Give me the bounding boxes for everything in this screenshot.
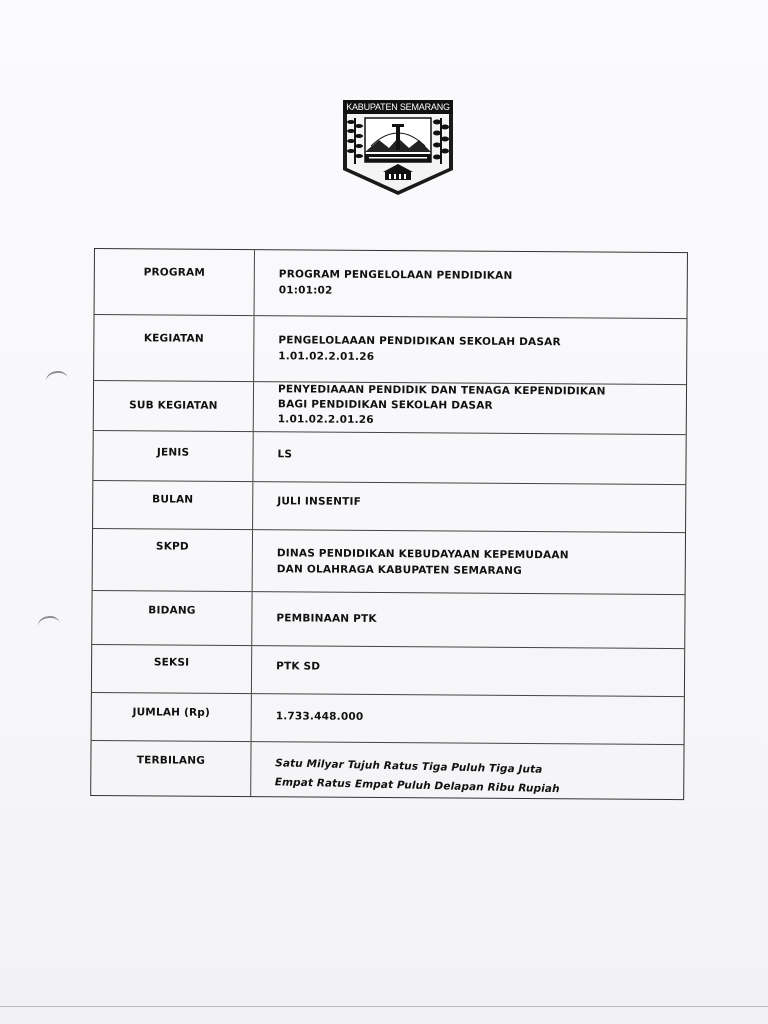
table-row-skpd bbox=[93, 529, 685, 595]
value-line: Empat Ratus Empat Puluh Delapan Ribu Rupiah bbox=[274, 776, 560, 796]
value-line: 1.01.02.2.01.26 bbox=[278, 350, 375, 363]
budget-info-table bbox=[90, 248, 688, 800]
row-value-kegiatan bbox=[278, 332, 561, 366]
coat-of-arms-icon bbox=[341, 100, 455, 196]
row-value-bulan bbox=[277, 493, 361, 510]
table-row-kegiatan bbox=[94, 315, 686, 385]
label-cell bbox=[93, 529, 253, 591]
label-cell bbox=[93, 481, 253, 529]
table-row-jumlah bbox=[92, 693, 684, 745]
row-label-jenis: JENIS bbox=[156, 446, 190, 459]
table-row-seksi bbox=[92, 645, 684, 697]
value-line: PEMBINAAN PTK bbox=[276, 612, 377, 625]
value-line: 1.01.02.2.01.26 bbox=[277, 413, 374, 426]
table-row-terbilang bbox=[91, 741, 683, 799]
value-line: DAN OLAHRAGA KABUPATEN SEMARANG bbox=[276, 563, 522, 577]
table-row-jenis bbox=[93, 431, 685, 485]
row-label-terbilang: TERBILANG bbox=[136, 754, 206, 767]
row-label-jumlah: JUMLAH (Rp) bbox=[132, 706, 211, 719]
value-line: PENYEDIAAAN PENDIDIK DAN TENAGA KEPENDIDIKAN bbox=[277, 383, 606, 398]
row-label-kegiatan: KEGIATAN bbox=[143, 332, 204, 345]
label-cell bbox=[91, 741, 251, 796]
value-line: PROGRAM PENGELOLAAN PENDIDIKAN bbox=[278, 268, 513, 282]
row-value-skpd bbox=[277, 545, 569, 579]
row-label-seksi: SEKSI bbox=[153, 656, 190, 669]
value-line: PTK SD bbox=[276, 660, 321, 673]
value-line: 01:01:02 bbox=[278, 284, 333, 297]
row-value-terbilang bbox=[275, 754, 561, 799]
table-row-bidang bbox=[92, 591, 684, 649]
value-line: DINAS PENDIDIKAN KEBUDAYAAN KEPEMUDAAN bbox=[276, 547, 569, 562]
row-value-jumlah bbox=[276, 708, 364, 725]
punch-hole-mark bbox=[45, 370, 69, 391]
row-value-sub-kegiatan bbox=[278, 382, 606, 429]
value-line: LS bbox=[277, 448, 293, 461]
label-cell bbox=[92, 645, 252, 693]
row-value-jenis bbox=[278, 446, 293, 462]
emblem-title: KABUPATEN SEMARANG bbox=[346, 102, 450, 112]
value-line: PENGELOLAAAN PENDIDIKAN SEKOLAH DASAR bbox=[278, 334, 561, 349]
row-label-program: PROGRAM bbox=[143, 266, 206, 279]
regency-emblem bbox=[341, 100, 455, 196]
table-row-bulan bbox=[93, 481, 685, 533]
label-cell bbox=[94, 315, 254, 381]
label-cell bbox=[92, 693, 252, 741]
row-value-program bbox=[279, 266, 513, 300]
value-line: BAGI PENDIDIKAN SEKOLAH DASAR bbox=[277, 398, 493, 412]
value-line: 1.733.448.000 bbox=[275, 710, 364, 723]
table-row-program bbox=[95, 249, 687, 319]
row-value-seksi bbox=[276, 658, 320, 674]
label-cell bbox=[95, 249, 255, 315]
label-cell bbox=[94, 381, 254, 431]
row-label-skpd: SKPD bbox=[155, 540, 189, 553]
row-label-bidang: BIDANG bbox=[148, 604, 196, 617]
page-bottom-edge bbox=[0, 1006, 768, 1007]
row-label-bulan: BULAN bbox=[152, 493, 194, 506]
value-line: JULI INSENTIF bbox=[277, 495, 362, 508]
row-label-sub-kegiatan: SUB KEGIATAN bbox=[129, 399, 218, 412]
label-cell bbox=[92, 591, 252, 645]
label-cell bbox=[93, 431, 253, 481]
row-value-bidang bbox=[276, 610, 376, 627]
table-row-sub-kegiatan bbox=[94, 381, 686, 435]
value-line: Satu Milyar Tujuh Ratus Tiga Puluh Tiga Juta bbox=[275, 757, 543, 776]
punch-hole-mark bbox=[37, 615, 61, 636]
